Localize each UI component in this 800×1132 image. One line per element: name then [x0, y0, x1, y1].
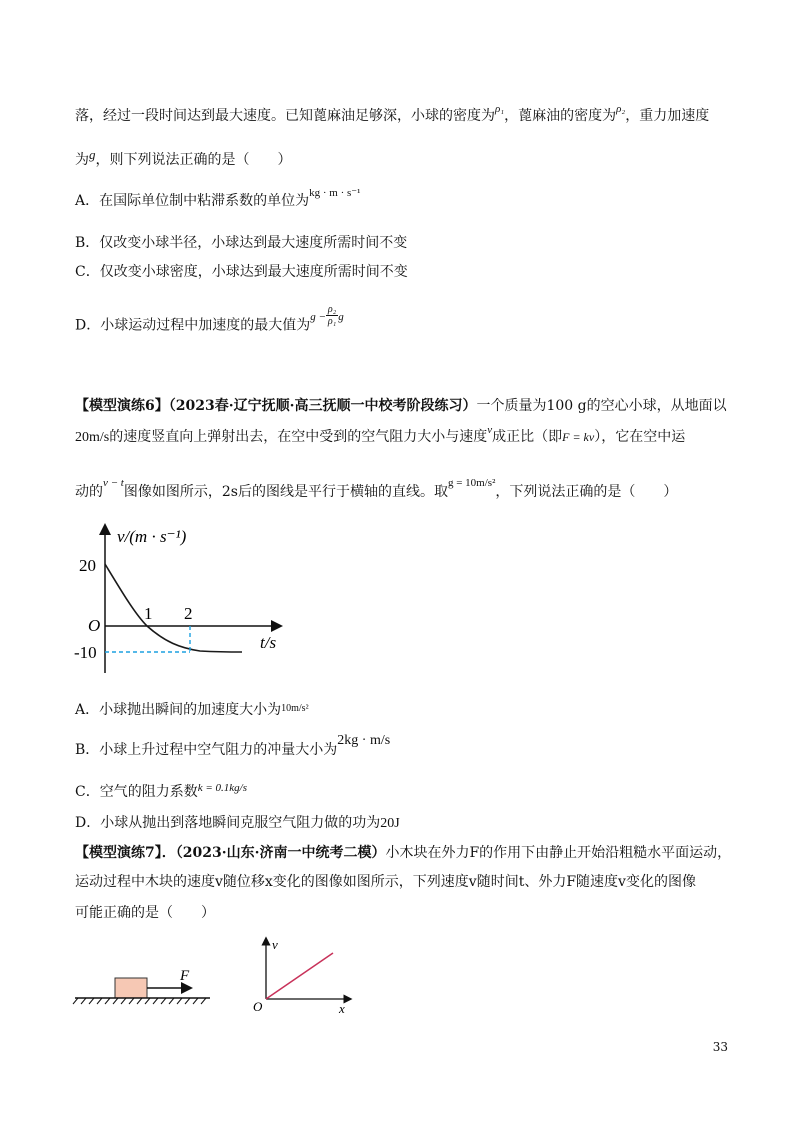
vt-tick-neg10: -10 — [74, 643, 97, 662]
vt-tick-2: 2 — [184, 604, 193, 623]
block-diagram — [70, 960, 220, 1015]
q6-option-d-math: 20J — [380, 816, 400, 831]
q6-text-7: ，下列说法正确的是（ ） — [495, 484, 678, 500]
vx-y-label: v — [272, 937, 278, 952]
vx-line — [266, 953, 333, 999]
q6-option-b — [75, 733, 391, 761]
q5-option-d-fraction — [326, 304, 338, 327]
vt-x-label: t/s — [260, 633, 277, 652]
vx-graph — [245, 933, 360, 1018]
intro-line-1 — [75, 103, 710, 127]
fraction-denominator: ρ₁ — [327, 316, 337, 327]
intro-line-2 — [75, 147, 292, 170]
q6-line-2 — [75, 424, 686, 448]
q6-text-1: 一个质量为100 g的空心小球，从地面以 — [476, 398, 727, 414]
q7-tag: 【模型演练7】 — [75, 845, 162, 861]
intro-text-2: ，蓖麻油的密度为 — [504, 108, 617, 124]
q6-text-6: 图像如图所示，2s后的图线是平行于横轴的直线。取 — [123, 484, 448, 500]
q6-formula: F = kv — [562, 430, 595, 444]
q6-option-d — [75, 813, 400, 834]
g-symbol: g — [89, 147, 96, 162]
q5-option-d-g1: g − — [310, 310, 326, 323]
q6-tag: 【模型演练6】 — [75, 398, 169, 414]
q6-source: （2023春·辽宁抚顺·高三抚顺一中校考阶段练习） — [168, 398, 477, 414]
q6-v-symbol: v — [487, 424, 493, 436]
page-number: 33 — [712, 1040, 728, 1054]
q5-option-a-text: A．在国际单位制中粘滞系数的单位为 — [75, 193, 310, 209]
rho2-symbol: ρ₂ — [616, 103, 626, 115]
intro-text-3: ，重力加速度 — [625, 108, 710, 124]
q6-line-1 — [75, 396, 727, 416]
intro-text-1: 落，经过一段时间达到最大速度。已知蓖麻油足够深，小球的密度为 — [75, 108, 495, 124]
q6-g-value: g = 10m/s² — [447, 477, 496, 489]
q6-option-c-text: C．空气的阻力系数 — [75, 784, 198, 800]
q5-option-a — [75, 187, 361, 212]
q5-option-c: C．仅改变小球密度，小球达到最大速度所需时间不变 — [75, 264, 408, 280]
q7-line-2: 运动过程中木块的速度v随位移x变化的图像如图所示，下列速度v随时间t、外力F随速度v变化的图像 — [75, 874, 696, 890]
vt-origin: O — [88, 616, 101, 635]
q6-text-2: 的速度竖直向上弹射出去，在空中受到的空气阻力大小与速度 — [109, 429, 488, 445]
q6-line-3 — [75, 477, 678, 503]
q6-vt-symbol: v − t — [103, 477, 124, 489]
q6-option-a — [75, 700, 309, 722]
vt-curve — [105, 564, 242, 652]
vx-x-label: x — [339, 1001, 345, 1016]
q7-line-1 — [75, 843, 731, 863]
vt-tick-1: 1 — [144, 604, 153, 623]
q7-source: ．（2023·山东·济南一中统考二模） — [161, 845, 386, 861]
force-label: F — [180, 968, 190, 984]
q6-option-b-text: B．小球上升过程中空气阻力的冲量大小为 — [75, 742, 338, 758]
vt-tick-20: 20 — [79, 556, 96, 575]
q5-option-a-math: kg · m · s⁻¹ — [309, 187, 361, 199]
fraction-numerator: ρ₂ — [327, 304, 337, 315]
q7-text-1: 小木块在外力F的作用下由静止开始沿粗糙水平面运动， — [385, 845, 732, 861]
intro-text-5: ，则下列说法正确的是（ ） — [95, 152, 292, 168]
q5-option-d — [75, 304, 344, 337]
q6-option-b-math: 2kg · m/s — [337, 733, 391, 748]
q5-option-d-text: D．小球运动过程中加速度的最大值为 — [75, 317, 311, 334]
q6-text-4: ），它在空中运 — [594, 429, 686, 445]
vt-y-label: v/(m · s⁻¹) — [117, 527, 187, 546]
q6-speed: 20m/s — [75, 430, 110, 445]
q6-text-5: 动的 — [75, 484, 103, 500]
q6-option-a-text: A．小球抛出瞬间的加速度大小为 — [75, 702, 282, 718]
q6-text-3: 成正比（即 — [492, 429, 563, 445]
q5-option-d-g2: g — [338, 310, 344, 323]
wooden-block — [115, 978, 147, 998]
intro-text-4: 为 — [75, 152, 89, 168]
vx-origin: O — [253, 999, 263, 1014]
q7-line-3: 可能正确的是（ ） — [75, 905, 215, 921]
q5-option-b: B．仅改变小球半径，小球达到最大速度所需时间不变 — [75, 235, 408, 251]
q6-option-c — [75, 782, 247, 803]
q6-option-d-text: D．小球从抛出到落地瞬间克服空气阻力做的功为 — [75, 815, 381, 831]
rho1-symbol: ρ₁ — [495, 103, 505, 115]
q6-option-a-math: 10m/s² — [281, 703, 309, 714]
vt-graph — [70, 518, 310, 683]
ground-hatching — [73, 998, 206, 1004]
q6-option-c-math: k = 0.1kg/s — [197, 782, 247, 794]
